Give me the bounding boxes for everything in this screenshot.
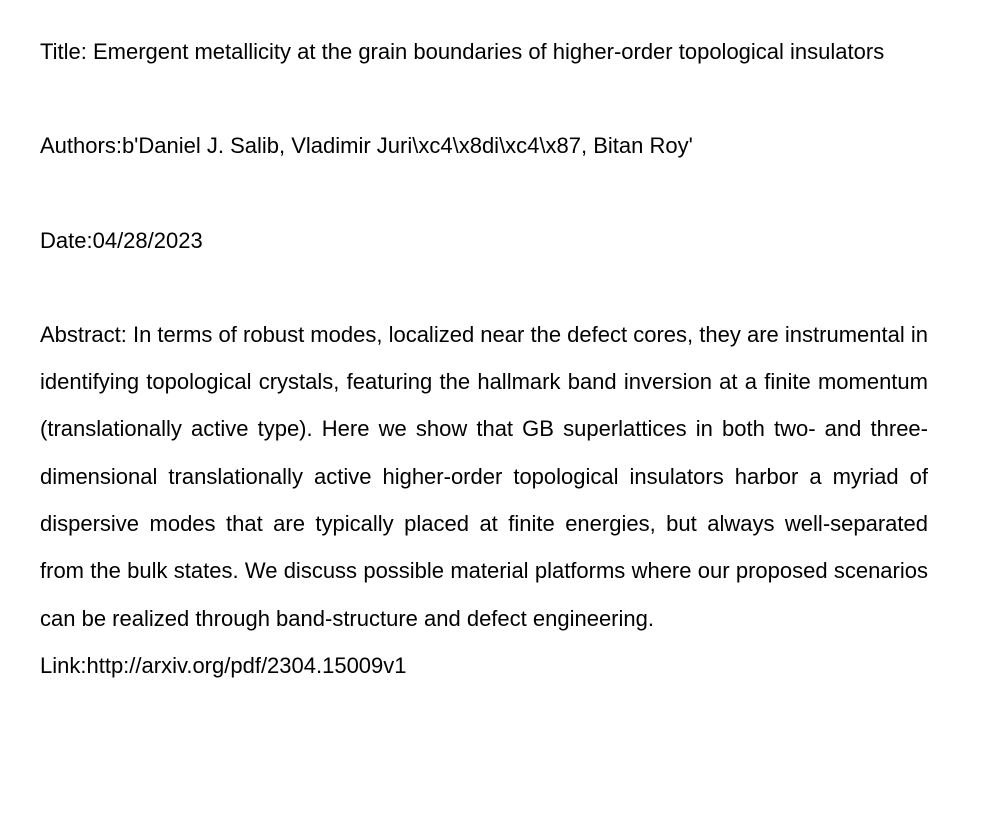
abstract-paragraph (40, 311, 928, 642)
date-text: 04/28/2023 (92, 227, 203, 253)
link-url[interactable]: http://arxiv.org/pdf/2304.15009v1 (86, 652, 407, 678)
link-label: Link: (40, 652, 87, 678)
date-label: Date: (40, 227, 93, 253)
authors-label: Authors: (40, 133, 122, 159)
date-line (40, 217, 928, 264)
paper-title: Emergent metallicity at the grain boundaries of higher-order topological insulators (92, 39, 885, 64)
spacer (40, 75, 928, 122)
title-line (40, 28, 928, 75)
link-line (40, 642, 928, 689)
authors-line (40, 122, 928, 169)
spacer (40, 264, 928, 311)
authors-text: b'Daniel J. Salib, Vladimir Juri\xc4\x8di\xc4\x87, Bitan Roy' (121, 133, 693, 159)
abstract-text: In terms of robust modes, localized near the defect cores, they are instrumental in identifying topological crystals, featuring the hallmark band inversion at a finite momentum (translationally active type). Here we show that GB superlattices in both two- and three-dimensional translationally active higher-order topological insulators harbor a myriad of dispersive modes that are typically placed at finite energies, but always well-separated from the bulk states. We discuss possible material platforms where our proposed scenarios can be realized through band-structure and defect engineering. (40, 321, 928, 631)
document-page (40, 28, 928, 689)
spacer (40, 170, 928, 217)
abstract-label: Abstract: (40, 321, 127, 347)
title-label: Title: (40, 39, 87, 64)
